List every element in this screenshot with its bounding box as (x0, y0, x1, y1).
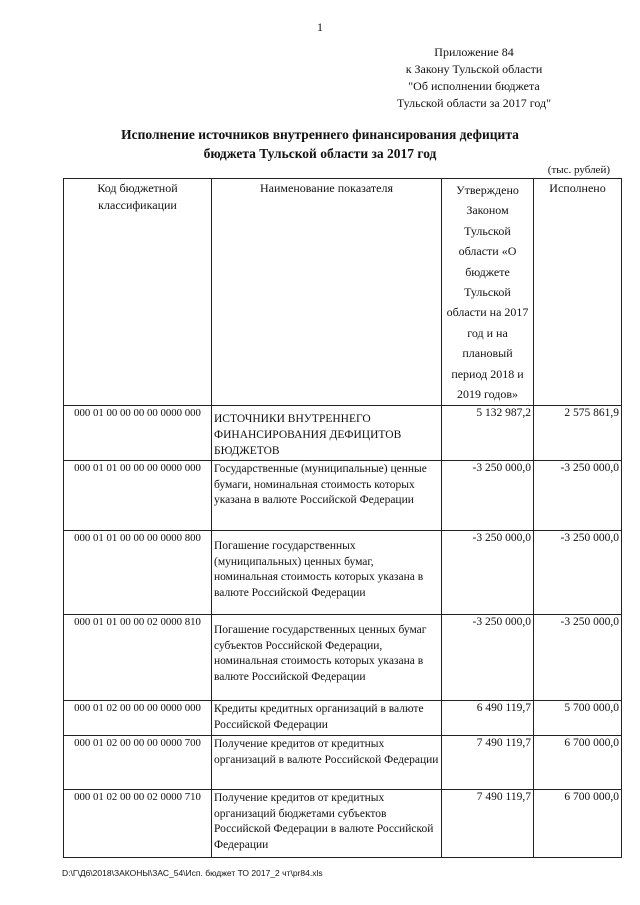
table-row (64, 406, 622, 461)
budget-table (63, 178, 622, 858)
row-approved: 7 490 119,7 (442, 790, 534, 858)
row-name: Погашение государственных (муниципальных) ценных бумаг, номинальная стоимость которых указана в валюте Российской Федерации (212, 531, 442, 615)
row-approved: -3 250 000,0 (442, 531, 534, 615)
document-title (40, 125, 600, 163)
row-name: Погашение государственных ценных бумаг субъектов Российской Федерации, номинальная стоимость которых указана в валюте Российской Федерации (212, 615, 442, 701)
row-code: 000 01 02 00 00 02 0000 710 (64, 790, 212, 858)
row-code: 000 01 02 00 00 00 0000 700 (64, 736, 212, 790)
row-executed: -3 250 000,0 (534, 615, 622, 701)
row-approved: -3 250 000,0 (442, 461, 534, 531)
row-name: Получение кредитов от кредитных организаций бюджетами субъектов Российской Федерации в валюте Российской Федерации (212, 790, 442, 858)
appendix-line: Тульской области за 2017 год" (396, 96, 552, 110)
header-executed: Исполнено (534, 179, 622, 406)
row-approved: 6 490 119,7 (442, 701, 534, 736)
row-executed: 5 700 000,0 (534, 701, 622, 736)
header-approved: Утверждено Законом Тульской области «О бюджете Тульской области на 2017 год и на плановый период 2018 и 2019 годов» (442, 179, 534, 406)
page-number: 1 (317, 20, 323, 34)
row-code: 000 01 01 00 00 00 0000 800 (64, 531, 212, 615)
table-header-row (64, 179, 622, 406)
row-name: Кредиты кредитных организаций в валюте Российской Федерации (212, 701, 442, 736)
appendix-line: Приложение 84 (434, 45, 514, 59)
units-label: (тыс. рублей) (547, 164, 610, 176)
file-path-footer: D:\Г\Д6\2018\ЗАКОНЫ\ЗАС_54\Исп. бюджет ТО 2017_2 чт\pr84.xls (62, 868, 323, 878)
row-code: 000 01 00 00 00 00 0000 000 (64, 406, 212, 461)
table-row (64, 701, 622, 736)
table-row (64, 531, 622, 615)
table-row (64, 736, 622, 790)
row-name: ИСТОЧНИКИ ВНУТРЕННЕГО ФИНАНСИРОВАНИЯ ДЕФИЦИТОВ БЮДЖЕТОВ (212, 406, 442, 461)
header-code: Код бюджетной классификации (64, 179, 212, 406)
appendix-line: "Об исполнении бюджета (408, 79, 540, 93)
row-executed: -3 250 000,0 (534, 461, 622, 531)
row-approved: -3 250 000,0 (442, 615, 534, 701)
header-name: Наименование показателя (212, 179, 442, 406)
row-executed: 6 700 000,0 (534, 736, 622, 790)
row-executed: 2 575 861,9 (534, 406, 622, 461)
row-code: 000 01 02 00 00 00 0000 000 (64, 701, 212, 736)
title-line: бюджета Тульской области за 2017 год (203, 146, 437, 161)
table-row (64, 461, 622, 531)
row-executed: 6 700 000,0 (534, 790, 622, 858)
row-code: 000 01 01 00 00 00 0000 000 (64, 461, 212, 531)
row-executed: -3 250 000,0 (534, 531, 622, 615)
row-approved: 5 132 987,2 (442, 406, 534, 461)
row-approved: 7 490 119,7 (442, 736, 534, 790)
title-line: Исполнение источников внутреннего финансирования дефицита (121, 127, 519, 142)
appendix-line: к Закону Тульской области (405, 62, 543, 76)
table-row (64, 790, 622, 858)
row-name: Получение кредитов от кредитных организаций в валюте Российской Федерации (212, 736, 442, 790)
row-code: 000 01 01 00 00 02 0000 810 (64, 615, 212, 701)
appendix-block (364, 44, 584, 112)
table-row (64, 615, 622, 701)
row-name: Государственные (муниципальные) ценные бумаги, номинальная стоимость которых указана в валюте Российской Федерации (212, 461, 442, 531)
